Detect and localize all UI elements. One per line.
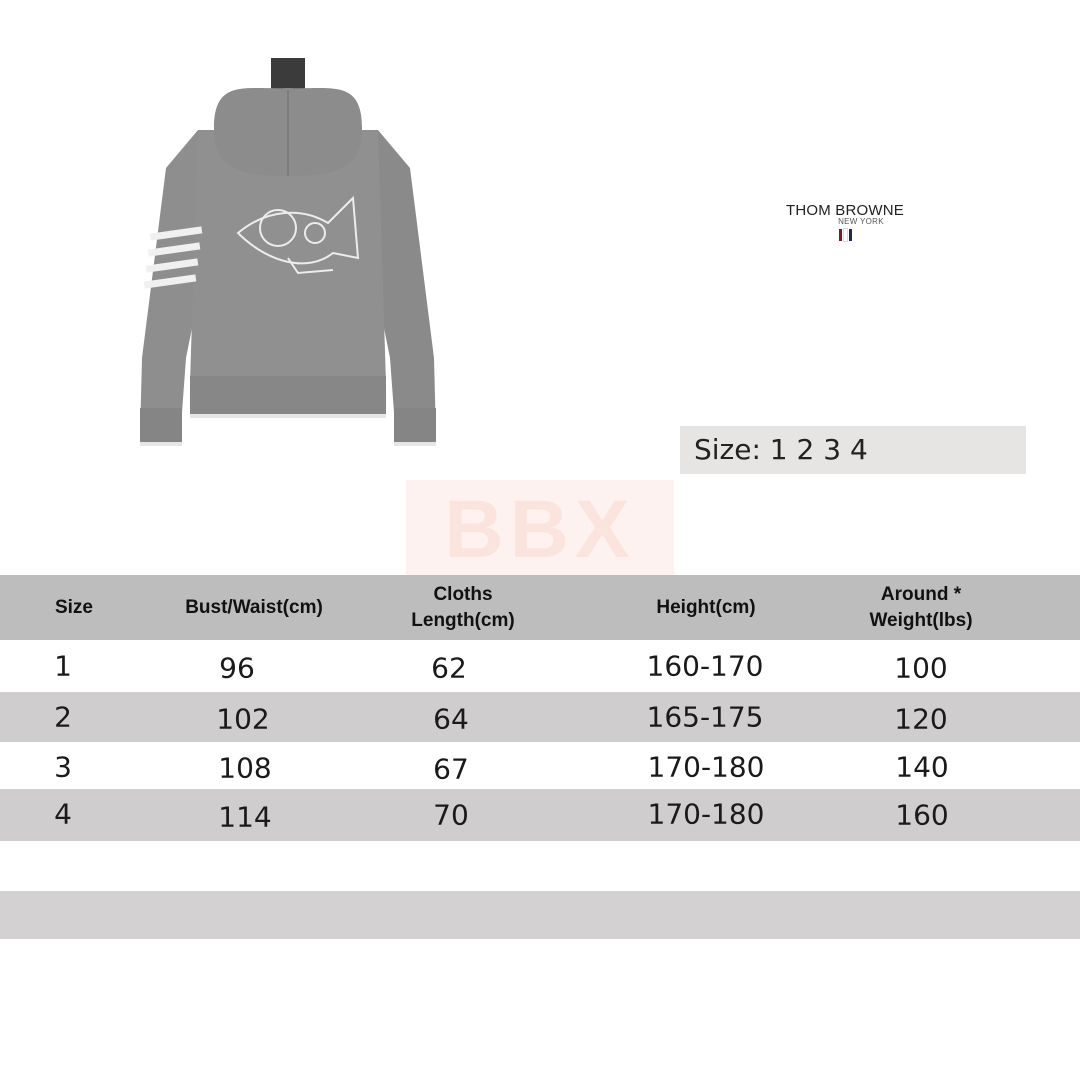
hoodie-product-image [128,58,448,458]
brand-location: NEW YORK [838,217,884,226]
flag-stripe [839,229,842,241]
cell-weight: 140 [895,750,949,784]
cell-bust-waist: 114 [218,800,272,834]
cell-cloths-length: 70 [433,798,469,832]
cell-cloths-length: 67 [433,752,469,786]
cell-cloths-length: 62 [431,651,467,685]
empty-row-band [0,891,1080,939]
cell-weight: 100 [894,651,948,685]
header-size: Size [54,597,94,618]
cell-cloths-length: 64 [433,702,469,736]
cell-size: 4 [54,797,72,831]
header-cloths-length: Cloths Length(cm) [411,584,515,631]
cell-size: 2 [54,700,72,734]
tricolor-flag-icon [770,229,920,241]
flag-stripe [844,229,847,241]
flag-stripe [849,229,852,241]
cell-height: 160-170 [646,649,764,683]
watermark: BBX [406,480,674,580]
available-sizes-label: Size: 1 2 3 4 [680,426,1026,474]
brand-name: THOM BROWNE [785,202,905,219]
cell-bust-waist: 102 [216,702,270,736]
cell-bust-waist: 96 [219,651,255,685]
header-weight: Around * Weight(lbs) [869,584,973,631]
cell-height: 170-180 [647,750,765,784]
cell-weight: 160 [895,798,949,832]
cell-height: 165-175 [646,700,764,734]
cell-height: 170-180 [647,797,765,831]
cell-size: 1 [54,649,72,683]
cell-weight: 120 [894,702,948,736]
header-height: Height(cm) [656,597,756,618]
header-bust-waist: Bust/Waist(cm) [185,597,323,618]
cell-bust-waist: 108 [218,751,272,785]
cell-size: 3 [54,750,72,784]
brand-logo [770,202,920,241]
